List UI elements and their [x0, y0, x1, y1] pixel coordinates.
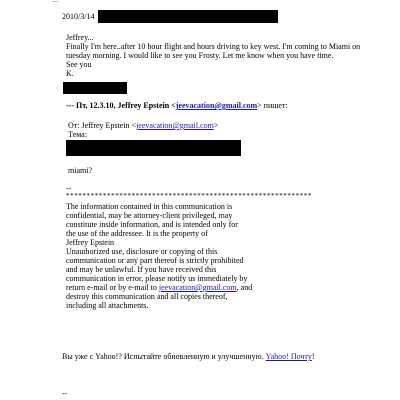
disclaimer-line: Unauthorized use, disclosure or copying of this: [66, 247, 218, 256]
yahoo-promo-line: [62, 352, 315, 361]
disclaimer-line: confidential, may be attorney-client privileged, may: [66, 211, 233, 220]
disclaimer-email-line: [66, 283, 252, 292]
subject-label: Тема:: [68, 130, 87, 139]
signature-dashes: --: [66, 184, 72, 193]
email-date: 2010/3/14: [62, 12, 95, 21]
disclaimer-line: the use of the addressee. It is the property of: [66, 229, 208, 238]
body-line: K.: [66, 69, 74, 78]
redaction-block: [98, 10, 278, 23]
yahoo-promo-suffix: !: [311, 352, 315, 361]
quote-header: [66, 101, 288, 110]
top-cut-line: [52, 0, 58, 4]
from-label: От: Jeffrey Epstein <: [68, 121, 137, 130]
stars-separator: ************************************************************: [66, 192, 312, 200]
disclaimer-email-suffix: , and: [236, 283, 253, 292]
body-line: tuesday morning. I would like to see you Frosty. Let me know when you have time.: [66, 51, 334, 60]
question-line: miami?: [68, 166, 92, 175]
disclaimer-line: destroy this communication and all copies thereof,: [66, 292, 228, 301]
body-line: See you: [66, 60, 92, 69]
disclaimer-line: and may be unlawful. If you have received this: [66, 265, 217, 274]
yahoo-mail-link[interactable]: Yahoo! Почту: [265, 352, 312, 361]
yahoo-promo-text: Вы уже с Yahoo!? Испытайте обновленную и улучшенную.: [62, 352, 266, 361]
disclaimer-email-link[interactable]: jeevacation@gmail.com: [158, 283, 237, 292]
disclaimer-line: constitute inside information, and is intended only for: [66, 220, 238, 229]
quote-prefix: ---: [66, 101, 76, 110]
disclaimer-email-prefix: return e-mail or by e-mail to: [66, 283, 159, 292]
quote-email-link[interactable]: jeevacation@gmail.com: [175, 101, 258, 110]
disclaimer-line: including all attachments.: [66, 301, 149, 310]
disclaimer-line: communication or any part thereof is strictly prohibited: [66, 256, 244, 265]
redaction-block: [63, 82, 127, 94]
from-line: [68, 121, 218, 130]
bottom-dashes: --: [62, 389, 68, 398]
from-suffix: >: [213, 121, 219, 130]
quote-date: Пт, 12.3.10, Jeffrey Epstein <: [76, 101, 176, 110]
disclaimer-line: communication in error, please notify us immediately by: [66, 274, 248, 283]
body-line: Finally I'm here..after 10 hour flight and hours driving to key west. I'm coming to Miami on: [66, 42, 361, 51]
body-line: Jeffrey...: [66, 33, 94, 42]
redaction-block: [66, 140, 241, 156]
disclaimer-line: The information contained in this communication is: [66, 202, 233, 211]
quote-suffix: > пишет:: [257, 101, 288, 110]
from-email-link[interactable]: jeevacation@gmail.com: [136, 121, 214, 130]
disclaimer-line: Jeffrey Epstein: [66, 238, 115, 247]
